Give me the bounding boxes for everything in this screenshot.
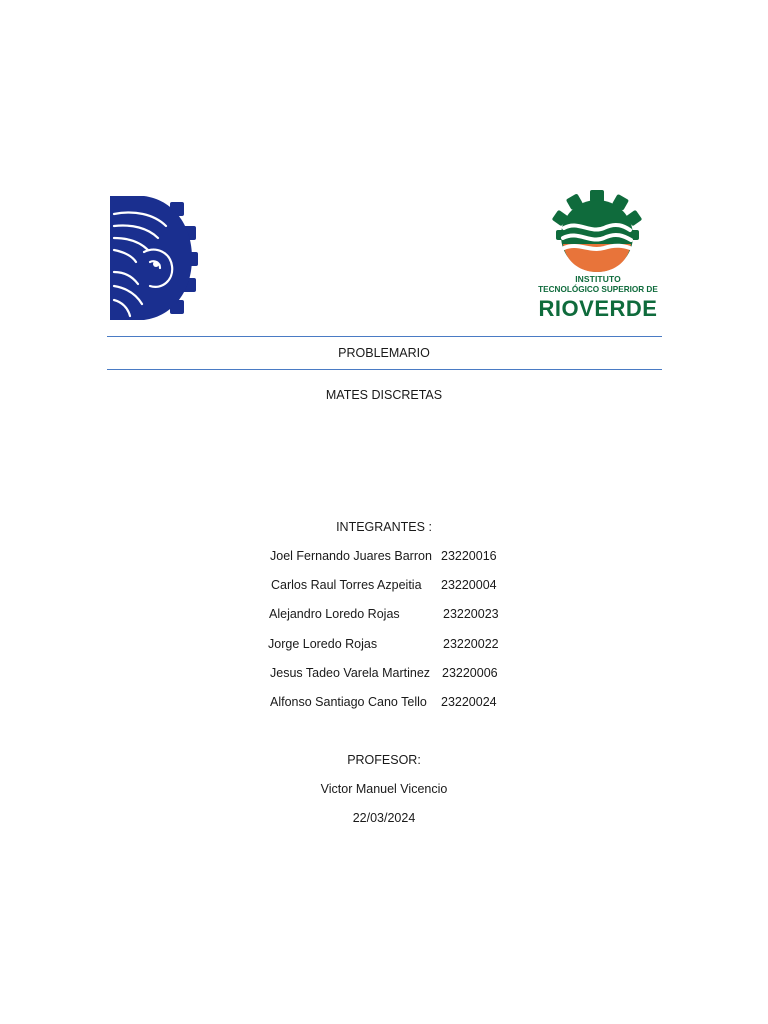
logo-text-line3: RIOVERDE (538, 296, 658, 321)
member-id: 23220022 (443, 637, 499, 651)
member-id: 23220024 (441, 695, 497, 709)
professor-name: Victor Manuel Vicencio (320, 782, 448, 796)
gear-eagle-icon (104, 192, 198, 324)
member-id: 23220004 (441, 578, 497, 592)
document-title: PROBLEMARIO (338, 346, 430, 360)
subject-title: MATES DISCRETAS (325, 388, 443, 402)
member-name: Alejandro Loredo Rojas (269, 607, 400, 621)
member-id: 23220006 (442, 666, 498, 680)
logo-text-line1: INSTITUTO (575, 274, 621, 284)
top-divider (107, 336, 662, 337)
member-name: Joel Fernando Juares Barron (270, 549, 432, 563)
member-id: 23220016 (441, 549, 497, 563)
tecnm-logo-icon (104, 192, 198, 324)
member-name: Alfonso Santiago Cano Tello (270, 695, 427, 709)
logo-text-line2: TECNOLÓGICO SUPERIOR DE (538, 285, 658, 294)
member-name: Jorge Loredo Rojas (268, 637, 378, 651)
member-id: 23220023 (443, 607, 499, 621)
itsrv-logo (530, 186, 666, 326)
document-date: 22/03/2024 (352, 811, 416, 825)
bottom-divider (107, 369, 662, 370)
member-name: Jesus Tadeo Varela Martinez (270, 666, 431, 680)
member-name: Carlos Raul Torres Azpeitia (271, 578, 422, 592)
professor-heading: PROFESOR: (347, 753, 421, 767)
members-heading: INTEGRANTES : (336, 520, 432, 534)
gear-waves-icon (530, 186, 666, 276)
